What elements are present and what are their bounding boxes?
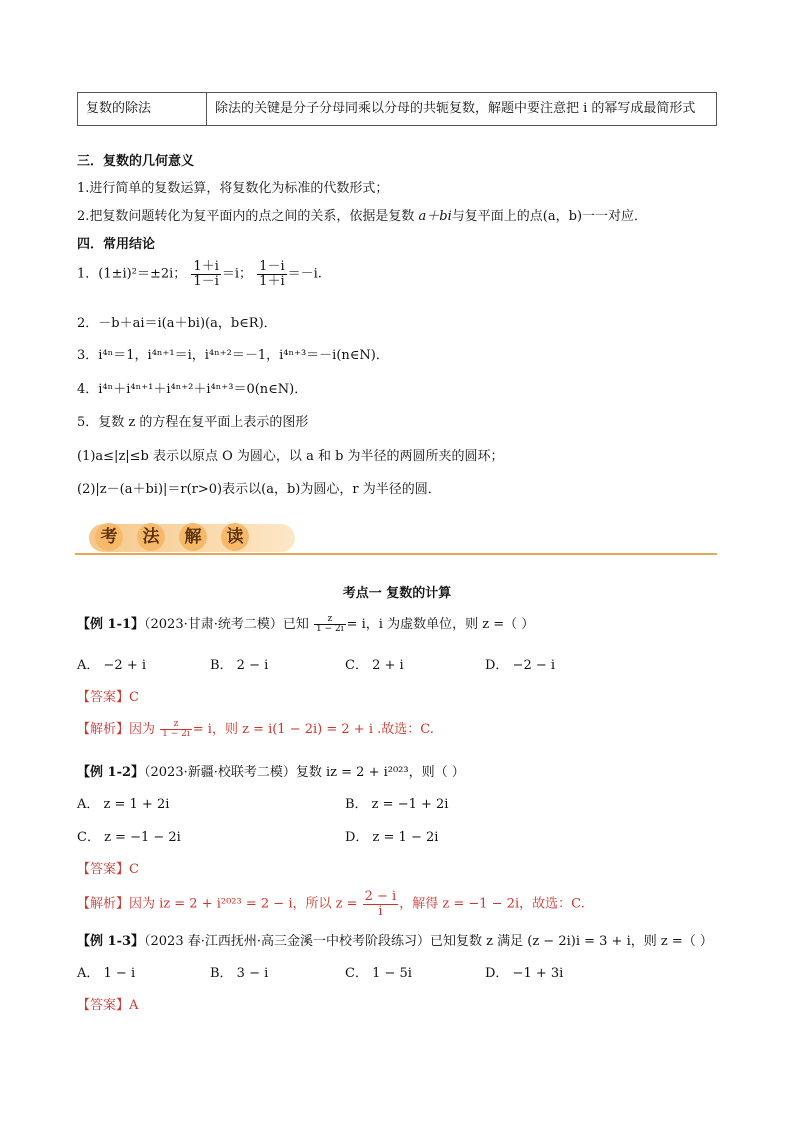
ex13-option-d: D． −1 + 3i	[485, 966, 564, 981]
ex12-option-d: D． z = 1 − 2i	[345, 830, 439, 845]
conclusion-1: 1．(1±i)²＝±2i； $\frac{1+i}{1-i}$ ＝i； $\frac{1-i}{1+i}$ ＝－i.	[77, 259, 322, 289]
ex12-option-b: B． z = −1 + 2i	[345, 797, 449, 812]
ex11-explanation: 【解析】因为 $\frac{z}{1 - 2i}$ = i，则 z = i(1 − 2i) = 2 + i .故选：C.	[77, 718, 434, 739]
section-banner	[75, 520, 717, 556]
conclusion-2: 2．－b＋ai＝i(a＋bi)(a，b∈R)．	[77, 316, 277, 331]
ex12-answer: 【答案】C	[77, 862, 139, 877]
section-title-3: 三．复数的几何意义	[77, 154, 195, 169]
banner-char-1: 考	[95, 523, 123, 551]
table-row	[78, 93, 717, 126]
ex13-option-c: C． 1 − 5i	[345, 966, 412, 981]
ex11-option-a: A． −2 + i	[77, 658, 146, 673]
banner-char-4: 读	[221, 523, 249, 551]
example-1-3-question: 【例 1-3】（2023 春·江西抚州·高三金溪一中校考阶段练习）已知复数 z 满足 (z − 2i)i = 3 + i，则 z =（ ）	[77, 934, 713, 949]
ex13-option-b: B． 3 − i	[210, 966, 269, 981]
ex11-answer: 【答案】C	[77, 690, 139, 705]
ex11-option-b: B． 2 − i	[210, 658, 269, 673]
section-title-4: 四．常用结论	[77, 237, 156, 252]
ex11-option-c: C． 2 + i	[345, 658, 404, 673]
keypoint-title: 考点一 复数的计算	[342, 586, 452, 601]
knowledge-table	[77, 92, 717, 126]
ex13-option-a: A． 1 − i	[77, 966, 136, 981]
ex12-explanation: 【解析】因为 iz = 2 + i²⁰²³ = 2 − i，所以 z = $\frac{2 - i}{i}$ ，解得 z = −1 − 2i，故选：C.	[77, 889, 585, 919]
example-1-2-question: 【例 1-2】（2023·新疆·校联考二模）复数 iz = 2 + i²⁰²³，则（ ）	[77, 765, 465, 780]
s3-line-2: 2.把复数问题转化为复平面内的点之间的关系，依据是复数 a＋bi与复平面上的点(a，b)一一对应．	[77, 209, 648, 224]
ex11-option-d: D． −2 − i	[485, 658, 556, 673]
banner-char-2: 法	[137, 523, 165, 551]
table-label-cell: 复数的除法	[78, 93, 207, 126]
conclusion-3: 3．i⁴ⁿ＝1，i⁴ⁿ⁺¹＝i，i⁴ⁿ⁺²＝－1，i⁴ⁿ⁺³＝－i(n∈N)．	[77, 348, 389, 363]
banner-underline	[75, 553, 717, 555]
conclusion-5-2: (2)|z－(a＋bi)|＝r(r>0)表示以(a，b)为圆心，r 为半径的圆．	[77, 482, 441, 497]
banner-char-3: 解	[179, 523, 207, 551]
conclusion-5: 5．复数 z 的方程在复平面上表示的图形	[77, 415, 309, 430]
example-1-1-question: 【例 1-1】（2023·甘肃·统考二模）已知 $\frac{z}{1 - 2i}$ = i，i 为虚数单位，则 z =（ ）	[77, 613, 535, 634]
ex13-answer: 【答案】A	[77, 998, 139, 1013]
conclusion-5-1: (1)a≤|z|≤b 表示以原点 O 为圆心，以 a 和 b 为半径的两圆所夹的圆环；	[77, 449, 504, 464]
ex12-option-c: C． z = −1 − 2i	[77, 830, 181, 845]
s3-line-1: 1.进行简单的复数运算，将复数化为标准的代数形式；	[77, 181, 389, 196]
conclusion-4: 4．i⁴ⁿ＋i⁴ⁿ⁺¹＋i⁴ⁿ⁺²＋i⁴ⁿ⁺³＝0(n∈N)．	[77, 382, 308, 397]
table-desc-cell: 除法的关键是分子分母同乘以分母的共轭复数，解题中要注意把 i 的幂写成最简形式	[207, 93, 717, 126]
ex12-option-a: A． z = 1 + 2i	[77, 797, 170, 812]
